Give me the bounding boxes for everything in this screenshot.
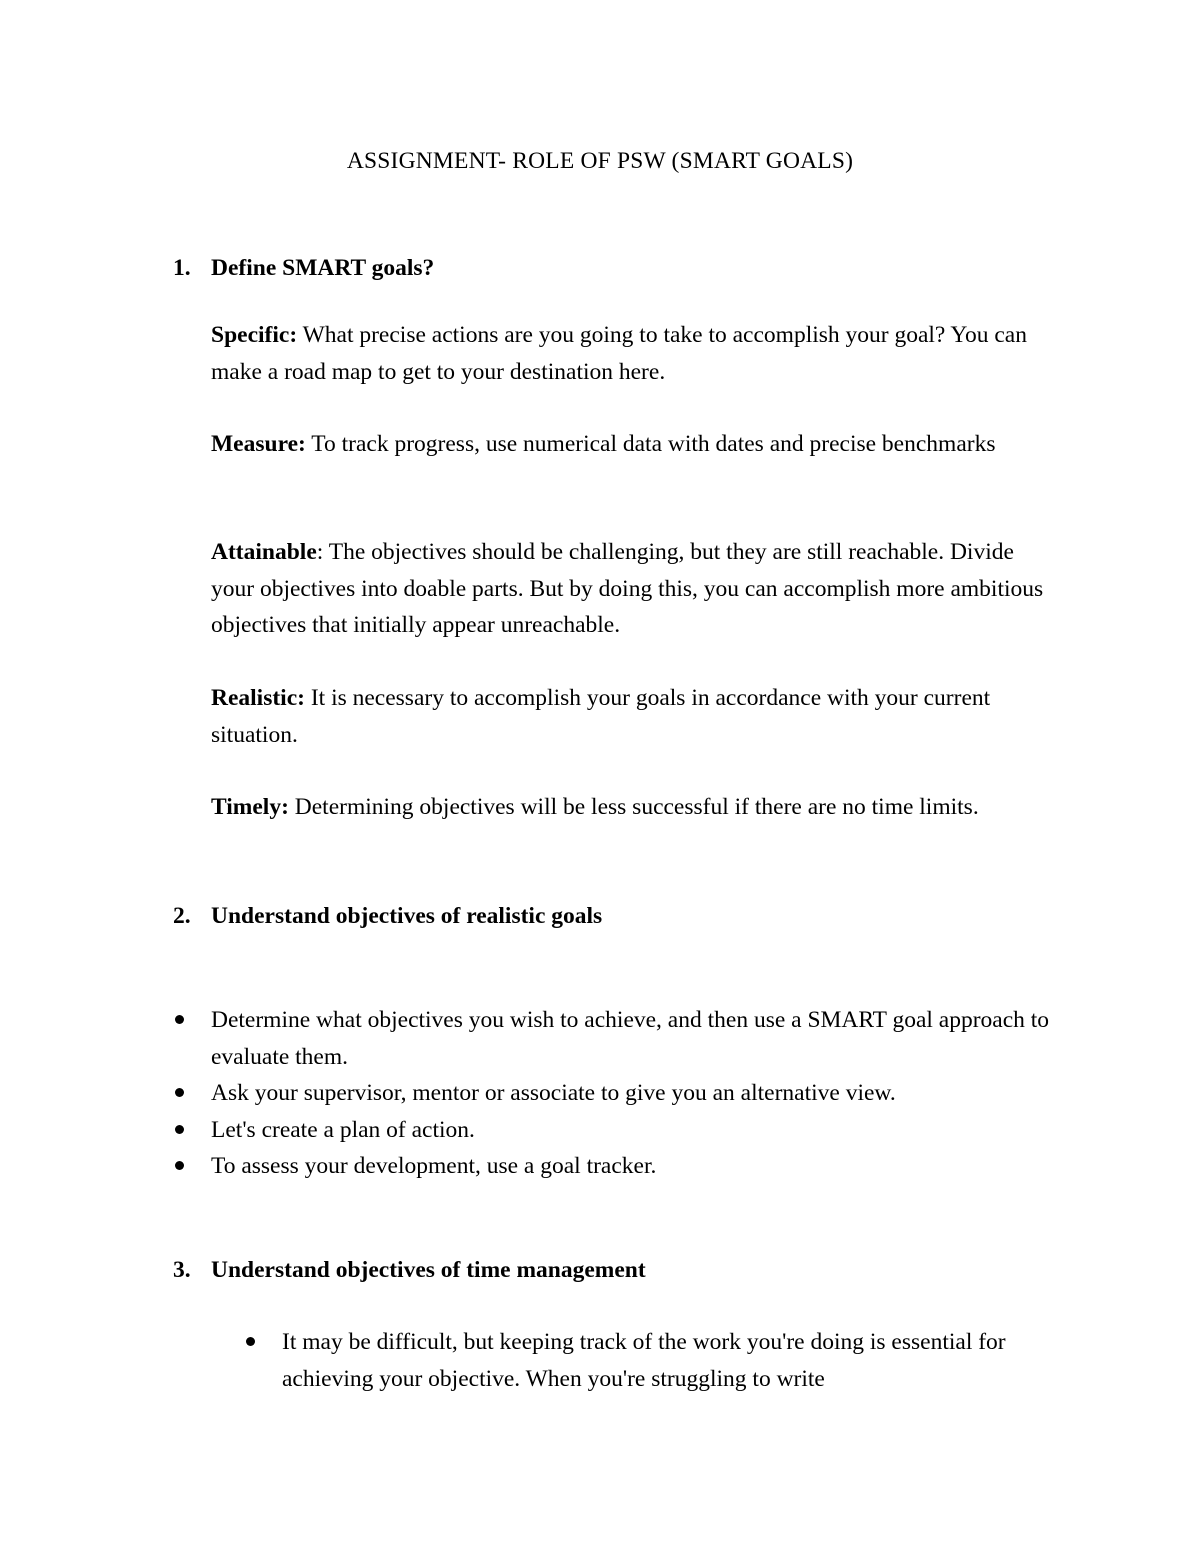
bullet-icon — [175, 1088, 184, 1097]
definition-attainable — [211, 534, 1061, 644]
section-title: Understand objectives of time management — [211, 1257, 646, 1283]
definition-realistic — [211, 680, 1061, 753]
realistic-goals-list — [211, 1002, 1081, 1185]
section-title: Define SMART goals? — [211, 255, 435, 281]
definition-text: What precise actions are you going to take to accomplish your goal? You can make a road map to get to your destination here. — [211, 322, 1027, 385]
section-number: 2. — [173, 903, 191, 929]
list-item-text: It may be difficult, but keeping track of the work you're doing is essential for achieving your objective. When you're struggling to write — [282, 1329, 1006, 1392]
section-number: 1. — [173, 255, 191, 281]
list-item — [282, 1324, 1082, 1397]
definition-term: Measure: — [211, 431, 306, 457]
definition-timely — [211, 789, 1051, 826]
bullet-icon — [175, 1161, 184, 1170]
list-item-text: To assess your development, use a goal tracker. — [211, 1153, 657, 1179]
definition-term: Timely: — [211, 794, 289, 820]
bullet-icon — [175, 1125, 184, 1134]
document-title: ASSIGNMENT- ROLE OF PSW (SMART GOALS) — [346, 148, 854, 174]
definition-text: It is necessary to accomplish your goals in accordance with your current situation. — [211, 685, 991, 748]
definition-specific — [211, 317, 1031, 390]
definition-text: Determining objectives will be less successful if there are no time limits. — [288, 794, 979, 820]
definition-term: Attainable — [211, 539, 317, 565]
section-2-heading — [173, 898, 603, 935]
section-1-heading — [173, 250, 435, 287]
list-item-text: Let's create a plan of action. — [211, 1116, 475, 1143]
time-management-list — [282, 1324, 1082, 1397]
section-title: Understand objectives of realistic goals — [211, 903, 603, 929]
definition-term: Realistic: — [211, 685, 305, 711]
definition-measure — [211, 426, 1011, 463]
section-3-heading — [173, 1252, 646, 1289]
list-item — [211, 1002, 1081, 1075]
bullet-icon — [246, 1337, 255, 1346]
definition-text: To track progress, use numerical data with dates and precise benchmarks — [305, 431, 996, 457]
definition-term: Specific: — [211, 322, 298, 348]
list-item — [211, 1112, 1081, 1149]
list-item — [211, 1075, 1081, 1112]
definition-text: : The objectives should be challenging, but they are still reachable. Divide your objectives into doable parts. But by doing this, you can accomplish more ambitious objectives that initially appear unreachable. — [211, 539, 1044, 638]
list-item — [211, 1148, 1081, 1185]
list-item-text: Ask your supervisor, mentor or associate to give you an alternative view. — [211, 1080, 896, 1106]
bullet-icon — [175, 1015, 184, 1024]
list-item-text: Determine what objectives you wish to achieve, and then use a SMART goal approach to evaluate them. — [211, 1007, 1050, 1070]
section-number: 3. — [173, 1257, 191, 1283]
